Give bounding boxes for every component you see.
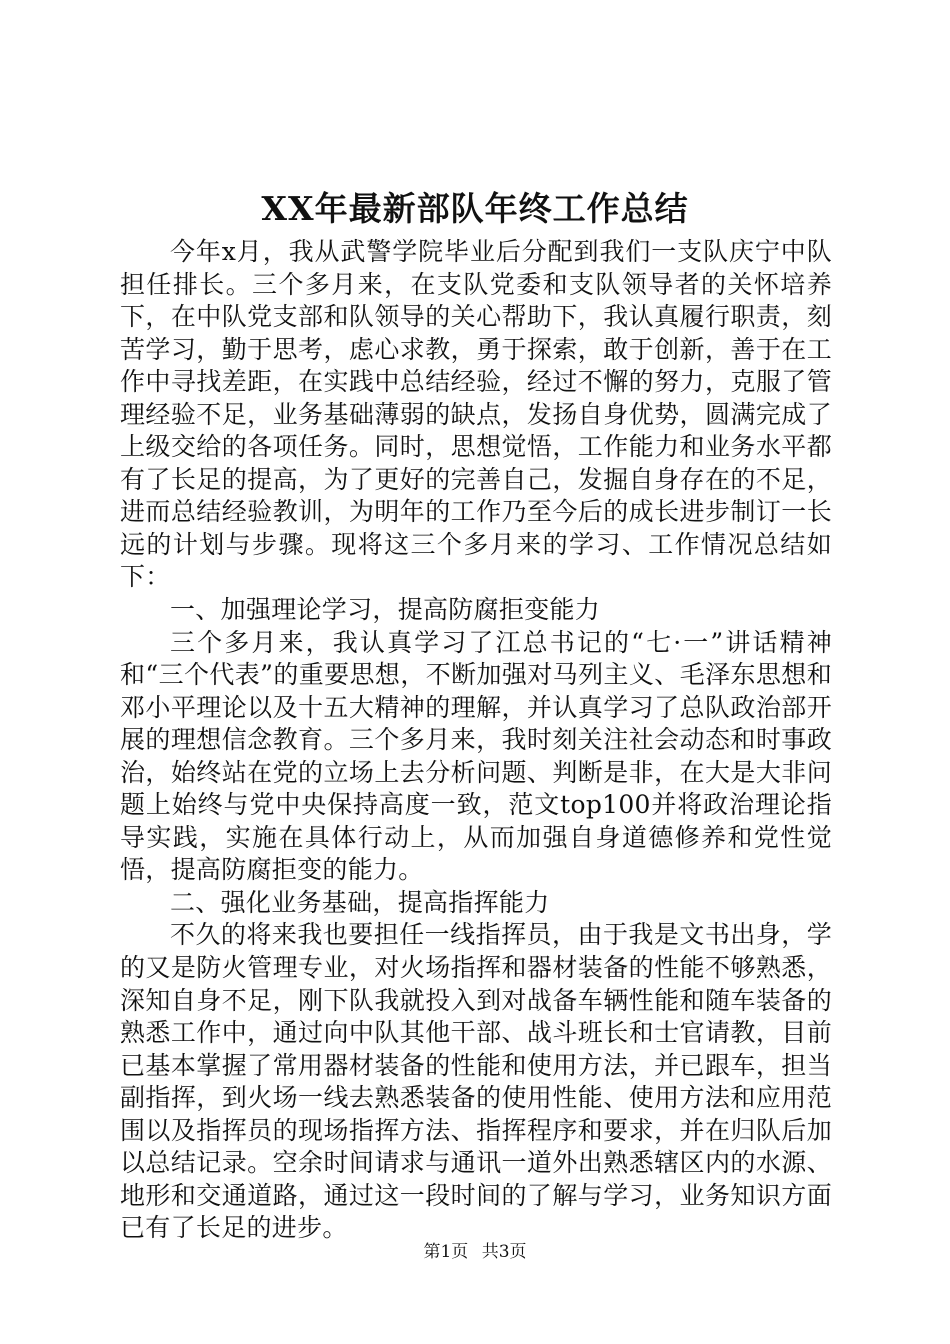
section-heading-2: 二、强化业务基础，提高指挥能力 <box>170 887 550 917</box>
paragraph-intro: 今年x月，我从武警学院毕业后分配到我们一支队庆宁中队担任排长。三个多月来，在支队党委和支队领导者的关怀培养下，在中队党支部和队领导的关心帮助下，我认真履行职责，刻苦学习，勤于思考，虑心求教，勇于探索，敢于创新，善于在工作中寻找差距，在实践中总结经验，经过不懈的努力，克服了管理经验不足，业务基础薄弱的缺点，发扬自身优势，圆满完成了上级交给的各项任务。同时，思想觉悟，工作能力和业务水平都有了长足的提高，为了更好的完善自己，发掘自身存在的不足，进而总结经验教训，为明年的工作乃至今后的成长进步制订一长远的计划与步骤。现将这三个多月来的学习、工作情况总结如下： <box>120 237 832 592</box>
page-footer <box>0 1240 950 1264</box>
paragraph-section-1: 三个多月来，我认真学习了江总书记的“七·一”讲话精神和“三个代表”的重要思想，不断加强对马列主义、毛泽东思想和邓小平理论以及十五大精神的理解，并认真学习了总队政治部开展的理想信念教育。三个多月来，我时刻关注社会动态和时事政治，始终站在党的立场上去分析问题、判断是非，在大是大非问题上始终与党中央保持高度一致，范文top100并将政治理论指导实践，实施在具体行动上，从而加强自身道德修养和党性觉悟，提高防腐拒变的能力。 <box>120 627 832 885</box>
page-number: 第1页 <box>423 1242 469 1262</box>
section-heading-1: 一、加强理论学习，提高防腐拒变能力 <box>170 595 601 625</box>
document-title: XX年最新部队年终工作总结 <box>261 189 689 228</box>
paragraph-section-2: 不久的将来我也要担任一线指挥员，由于我是文书出身，学的又是防火管理专业，对火场指挥和器材装备的性能不够熟悉，深知自身不足，刚下队我就投入到对战备车辆性能和随车装备的熟悉工作中，通过向中队其他干部、战斗班长和士官请教，目前已基本掌握了常用器材装备的性能和使用方法，并已跟车，担当副指挥，到火场一线去熟悉装备的使用性能、使用方法和应用范围以及指挥员的现场指挥方法、指挥程序和要求，并在归队后加以总结记录。空余时间请求与通讯一道外出熟悉辖区内的水源、地形和交通道路，通过这一段时间的了解与学习，业务知识方面已有了长足的进步。 <box>120 920 832 1243</box>
page-total: 共3页 <box>481 1242 527 1262</box>
document-body <box>120 236 832 1245</box>
